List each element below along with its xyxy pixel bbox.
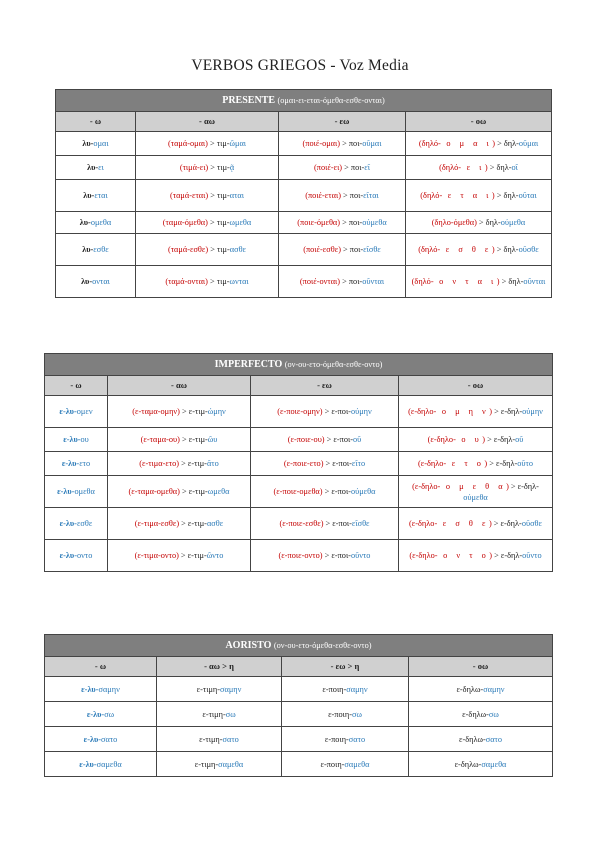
verb-form-cell [399, 396, 553, 428]
verb-segment: εται [94, 191, 108, 200]
page-title: VERBOS GRIEGOS - Voz Media [191, 57, 409, 74]
verb-segment: σω [351, 709, 362, 719]
imperfecto-table [44, 353, 553, 572]
verb-segment: (ε-δηλο- [409, 519, 438, 528]
verb-segment: εῖτο [351, 459, 366, 468]
tense-name: AORISTO [225, 640, 272, 651]
verb-segment: > ε-τιμ- [178, 551, 207, 560]
verb-segment: > ε-ποι- [322, 487, 351, 496]
verb-segment: ε-λυ- [79, 759, 97, 769]
verb-segment: οῦμαι [518, 139, 539, 148]
verb-segment: (ποιέ-εσθε) [303, 245, 341, 254]
verb-segment: > τιμ- [208, 191, 230, 200]
verb-segment: > ποι- [340, 191, 364, 200]
table-header [56, 90, 552, 112]
verb-segment: ε-ποιη- [320, 759, 345, 769]
verb-segment: σαμην [98, 684, 120, 694]
verb-segment: > ε-ποι- [324, 435, 353, 444]
verb-segment: ᾶτο [206, 459, 219, 468]
verb-segment: οῦ [515, 435, 524, 444]
verb-segment: ε-ποιη- [328, 709, 352, 719]
verb-segment: (ταμά-ονται) [165, 277, 208, 286]
verb-form-cell [157, 677, 282, 702]
verb-form-cell [136, 212, 279, 234]
verb-form-cell [45, 428, 108, 452]
verb-segment: (ποιέ-ομαι) [302, 139, 341, 148]
verb-segment: ε-λυ- [59, 407, 77, 416]
verb-form-cell [108, 540, 251, 572]
verb-segment: ε-λυ- [63, 435, 81, 444]
column-headers [45, 376, 553, 396]
verb-segment: > ε-δηλ- [487, 459, 518, 468]
verb-segment: οῦτο [517, 459, 534, 468]
verb-segment: ε-δηλω- [458, 734, 486, 744]
verb-form-cell [279, 212, 406, 234]
verb-form-cell [251, 396, 399, 428]
verb-form-cell [409, 727, 553, 752]
verb-form-cell [251, 508, 399, 540]
verb-segment: > τιμ- [208, 163, 230, 172]
table-row [45, 727, 553, 752]
verb-segment: ο υ [455, 435, 483, 444]
verb-segment: ) [496, 277, 500, 286]
verb-form-cell [409, 702, 553, 727]
verb-segment: (ποιέ-ονται) [299, 277, 341, 286]
verb-form-cell [136, 180, 279, 212]
verb-segment: > δηλ- [499, 277, 524, 286]
verb-segment: εῖ [364, 163, 370, 172]
verb-form-cell [406, 156, 552, 180]
table-row [56, 180, 552, 212]
verb-segment: ε-λυ- [59, 519, 77, 528]
verb-segment: ) [482, 435, 486, 444]
verb-segment: ε-λυ- [61, 459, 80, 468]
verb-segment: (ε-ποιε-εσθε) [279, 519, 324, 528]
column-header: - αω > η [157, 657, 282, 677]
verb-segment: ο ν τ ο [437, 551, 490, 560]
verb-segment: > δηλ- [495, 139, 519, 148]
table-row [45, 396, 553, 428]
aoristo-table [44, 634, 553, 777]
verb-form-cell [406, 234, 552, 266]
verb-form-cell [56, 156, 136, 180]
verb-form-cell [56, 132, 136, 156]
verb-segment: ει [98, 163, 104, 172]
verb-segment: > τιμ- [207, 139, 230, 148]
verb-segment: οῦται [518, 191, 537, 200]
verb-segment: ῶμαι [229, 139, 247, 148]
verb-form-cell [399, 508, 553, 540]
verb-segment: οῦντο [522, 551, 542, 560]
verb-form-cell [409, 677, 553, 702]
verb-segment: ε-δηλω- [462, 709, 489, 719]
verb-segment: ε σ θ ε [437, 519, 489, 528]
table-row [56, 156, 552, 180]
verb-form-cell [45, 396, 108, 428]
verb-form-cell [399, 476, 553, 508]
verb-segment: οῦσθε [521, 519, 542, 528]
verb-form-cell [399, 428, 553, 452]
table-row [45, 428, 553, 452]
verb-segment: (ε-ποιε-οντο) [278, 551, 323, 560]
verb-segment: ε-ποιη- [322, 684, 347, 694]
verb-segment: ) [506, 481, 509, 491]
table-row [56, 132, 552, 156]
verb-segment: ) [489, 407, 493, 416]
verb-segment: > ε-τιμ- [179, 487, 208, 496]
verb-segment: (ε-δηλο- [409, 551, 438, 560]
verb-segment: ούμεθα [463, 492, 488, 502]
verb-segment: ο μ η ν [436, 407, 490, 416]
verb-form-cell [279, 156, 406, 180]
verb-form-cell [279, 266, 406, 298]
column-header: - ω [56, 112, 136, 132]
verb-form-cell [282, 702, 409, 727]
verb-segment: ε-δηλω- [456, 684, 484, 694]
verb-segment: > ε-τιμ- [179, 407, 208, 416]
verb-form-cell [406, 266, 552, 298]
verb-segment: σαμην [346, 684, 368, 694]
verb-form-cell [45, 727, 157, 752]
verb-form-cell [251, 476, 399, 508]
verb-segment: ε-τιμη- [196, 684, 220, 694]
verb-segment: ε-λυ- [86, 709, 105, 719]
verb-segment: (δηλό- [418, 139, 441, 148]
verb-form-cell [108, 508, 251, 540]
verb-form-cell [406, 212, 552, 234]
column-header: - οω [399, 376, 553, 396]
verb-segment: ούμην [350, 407, 372, 416]
verb-segment: > ε-τιμ- [179, 435, 208, 444]
verb-segment: > δηλ- [494, 191, 519, 200]
verb-form-cell [108, 476, 251, 508]
verb-segment: ε σ θ ε [440, 245, 492, 254]
verb-segment: (ταμά-εσθε) [167, 245, 209, 254]
verb-segment: ε-λυ- [81, 684, 99, 694]
column-header: - αω [136, 112, 279, 132]
verb-segment: οῦμαι [362, 139, 382, 148]
verb-segment: ου [80, 435, 89, 444]
verb-segment: σαμεθα [481, 759, 507, 769]
verb-segment: οῖ [511, 163, 518, 172]
verb-segment: ) [484, 459, 488, 468]
verb-segment: λυ- [83, 191, 95, 200]
verb-segment: σω [104, 709, 115, 719]
verb-form-cell [45, 540, 108, 572]
verb-segment: ετο [79, 459, 91, 468]
verb-segment: (ε-τιμα-οντο) [134, 551, 179, 560]
verb-form-cell [45, 452, 108, 476]
verb-form-cell [56, 180, 136, 212]
column-header: - εω > η [282, 657, 409, 677]
verb-form-cell [56, 266, 136, 298]
verb-segment: (ποιε-όμεθα) [297, 218, 341, 227]
table-row [56, 212, 552, 234]
verb-segment: (ε-δηλο- [418, 459, 447, 468]
verb-form-cell [108, 428, 251, 452]
verb-segment: (ε-ποιε-ου) [287, 435, 325, 444]
verb-segment: ῶντο [206, 551, 224, 560]
verb-segment: εῖσθε [363, 245, 381, 254]
verb-segment: ῶυ [207, 435, 218, 444]
verb-segment: ε-τιμη- [202, 709, 226, 719]
verb-segment: λυ- [81, 277, 93, 286]
verb-segment: (δηλό- [411, 277, 434, 286]
verb-form-cell [399, 540, 553, 572]
verb-segment: ούμεθα [500, 218, 526, 227]
verb-segment: > δηλ- [487, 163, 512, 172]
column-header: - οω [409, 657, 553, 677]
verb-segment: ε-τιμη- [199, 734, 223, 744]
table-row [45, 702, 553, 727]
verb-segment: λυ- [82, 245, 94, 254]
verb-form-cell [157, 727, 282, 752]
verb-segment: > τιμ- [207, 218, 230, 227]
verb-segment: ωμεθα [229, 218, 252, 227]
verb-segment: > ποι- [340, 218, 363, 227]
verb-segment: > τιμ- [207, 277, 230, 286]
verb-form-cell [157, 702, 282, 727]
verb-segment: ε-λυ- [59, 551, 77, 560]
verb-form-cell [45, 677, 157, 702]
verb-segment: ε-ποιη- [324, 734, 349, 744]
verb-segment: (ταμα-όμεθα) [162, 218, 208, 227]
verb-segment: εσθε [93, 245, 109, 254]
verb-segment: (ταμά-ομαι) [167, 139, 208, 148]
verb-form-cell [136, 156, 279, 180]
verb-form-cell [251, 540, 399, 572]
verb-segment: > ε-τιμ- [179, 519, 207, 528]
verb-segment: ε τ ο [446, 459, 485, 468]
verb-segment: (τιμά-ει) [179, 163, 209, 172]
verb-form-cell [45, 752, 157, 777]
verb-segment: > ε-δηλ- [492, 551, 523, 560]
column-headers [45, 657, 553, 677]
column-header: - ω [45, 376, 108, 396]
verb-segment: ) [489, 551, 493, 560]
verb-segment: ομεν [76, 407, 93, 416]
verb-segment: εῖσθε [351, 519, 370, 528]
verb-segment: > ε-δηλ- [508, 481, 539, 491]
verb-form-cell [136, 234, 279, 266]
verb-segment: ) [484, 163, 488, 172]
verb-form-cell [136, 132, 279, 156]
tense-name: IMPERFECTO [214, 359, 283, 370]
verb-segment: (δηλό- [420, 191, 443, 200]
verb-segment: > ε-ποι- [322, 551, 351, 560]
table-row [45, 476, 553, 508]
table-row [45, 677, 553, 702]
verb-segment: ομεθα [90, 218, 112, 227]
verb-segment: οῦσθε [518, 245, 539, 254]
verb-segment: ασθε [206, 519, 224, 528]
verb-segment: ονται [92, 277, 110, 286]
verb-form-cell [399, 452, 553, 476]
table-header [45, 354, 553, 376]
verb-segment: > δηλ- [494, 245, 519, 254]
verb-form-cell [279, 180, 406, 212]
verb-segment: (ποιέ-εται) [305, 191, 341, 200]
verb-segment: > ε-ποι- [323, 519, 352, 528]
verb-segment: σω [488, 709, 499, 719]
verb-segment: ούμεθα [362, 218, 387, 227]
verb-segment: ε-λυ- [57, 487, 75, 496]
verb-form-cell [251, 452, 399, 476]
verb-segment: ούμην [522, 407, 543, 416]
verb-segment: > ε-ποι- [323, 459, 352, 468]
verb-segment: (ε-ταμα-ομεθα) [128, 487, 180, 496]
verb-segment: σατο [101, 734, 118, 744]
verb-segment: (ε-δηλο- [408, 407, 437, 416]
verb-segment: ε-λυ- [83, 734, 102, 744]
tense-name: PRESENTE [222, 95, 276, 106]
column-header: - οω [406, 112, 552, 132]
verb-form-cell [136, 266, 279, 298]
verb-segment: (ταμά-εται) [169, 191, 209, 200]
verb-segment: ε-δηλω- [454, 759, 482, 769]
column-header: - αω [108, 376, 251, 396]
verb-segment: (δηλο-όμεθα) [431, 218, 477, 227]
verb-form-cell [279, 234, 406, 266]
tense-endings: (ον-ου-ετο-όμεθα-εσθε-οντο) [273, 641, 372, 650]
verb-form-cell [406, 180, 552, 212]
verb-form-cell [45, 476, 108, 508]
verb-segment: (ε-τιμα-εσθε) [134, 519, 180, 528]
verb-segment: ούμεθα [350, 487, 376, 496]
verb-segment: σατο [222, 734, 239, 744]
verb-form-cell [282, 677, 409, 702]
column-headers [56, 112, 552, 132]
verb-segment: (δηλό- [418, 245, 441, 254]
verb-form-cell [108, 396, 251, 428]
verb-segment: (ε-ποιε-ομην) [277, 407, 323, 416]
verb-segment: ) [491, 245, 495, 254]
verb-form-cell [45, 508, 108, 540]
verb-segment: > ε-τιμ- [179, 459, 207, 468]
verb-segment: (ε-ταμα-ου) [140, 435, 180, 444]
verb-form-cell [56, 212, 136, 234]
verb-segment: σαμεθα [344, 759, 370, 769]
verb-segment: > ε-ποι- [322, 407, 351, 416]
column-header: - εω [279, 112, 406, 132]
verb-segment: λυ- [79, 218, 91, 227]
verb-segment: ) [492, 139, 496, 148]
verb-segment: σω [225, 709, 236, 719]
verb-segment: ε τ α ι [442, 191, 492, 200]
verb-segment: ο μ ε θ α [440, 481, 507, 491]
verb-segment: ομεθα [74, 487, 95, 496]
verb-segment: οῦντο [350, 551, 371, 560]
verb-segment: σατο [348, 734, 366, 744]
verb-segment: ομαι [93, 139, 109, 148]
verb-segment: σαμην [483, 684, 505, 694]
verb-segment: (δηλό- [439, 163, 462, 172]
verb-form-cell [406, 132, 552, 156]
verb-segment: > ε-δηλ- [492, 407, 523, 416]
verb-form-cell [56, 234, 136, 266]
verb-segment: (ε-ποιε-ετο) [283, 459, 324, 468]
table-row [45, 540, 553, 572]
column-header: - ω [45, 657, 157, 677]
verb-segment: (ε-ταμα-ομην) [132, 407, 180, 416]
verb-segment: οῦνται [362, 277, 385, 286]
verb-segment: εσθε [76, 519, 93, 528]
verb-form-cell [157, 752, 282, 777]
verb-form-cell [409, 752, 553, 777]
verb-segment: ο ν τ α ι [433, 277, 497, 286]
verb-segment: > δηλ- [476, 218, 501, 227]
verb-segment: (ε-τιμα-ετο) [139, 459, 180, 468]
tense-endings: (ομαι-ει-εται-όμεθα-εσθε-ονται) [277, 96, 385, 105]
verb-segment: (ε-ποιε-ομεθα) [273, 487, 323, 496]
verb-segment: εῖται [363, 191, 379, 200]
verb-segment: σαμεθα [218, 759, 244, 769]
verb-segment: > ποι- [340, 245, 364, 254]
verb-segment: ) [488, 519, 492, 528]
verb-segment: ο μ α ι [440, 139, 493, 148]
verb-segment: > ε-δηλ- [491, 519, 522, 528]
verb-segment: οντο [76, 551, 93, 560]
verb-segment: > ποι- [342, 163, 365, 172]
presente-table [55, 89, 552, 298]
verb-segment: ασθε [229, 245, 247, 254]
verb-segment: > τιμ- [208, 245, 230, 254]
verb-form-cell [282, 752, 409, 777]
table-header [45, 635, 553, 657]
table-row [45, 752, 553, 777]
verb-segment: (ποιέ-ει) [314, 163, 343, 172]
verb-segment: > ποι- [340, 277, 363, 286]
tense-endings: (ον-ου-ετο-όμεθα-εσθε-οντο) [284, 360, 383, 369]
verb-form-cell [251, 428, 399, 452]
verb-segment: αται [229, 191, 245, 200]
table-row [56, 266, 552, 298]
table-row [56, 234, 552, 266]
table-row [45, 508, 553, 540]
verb-segment: > ποι- [340, 139, 363, 148]
verb-segment: ωνται [229, 277, 249, 286]
verb-segment: οῦ [353, 435, 362, 444]
column-header: - εω [251, 376, 399, 396]
verb-segment: (ε-δηλο- [412, 481, 441, 491]
verb-segment: σαμην [220, 684, 242, 694]
verb-segment: (ε-δηλο- [427, 435, 456, 444]
verb-segment: λυ- [82, 139, 94, 148]
verb-segment: σατο [485, 734, 503, 744]
verb-form-cell [45, 702, 157, 727]
verb-segment: ώμην [207, 407, 226, 416]
verb-form-cell [108, 452, 251, 476]
verb-segment: ωμεθα [207, 487, 230, 496]
verb-segment: λυ- [87, 163, 99, 172]
verb-segment: ε-τιμη- [194, 759, 219, 769]
verb-segment: οῦνται [523, 277, 546, 286]
verb-segment: ᾷ [229, 163, 235, 172]
verb-segment: > ε-δηλ- [485, 435, 516, 444]
verb-segment: ε ι [461, 163, 485, 172]
verb-form-cell [279, 132, 406, 156]
verb-form-cell [282, 727, 409, 752]
table-row [45, 452, 553, 476]
verb-segment: ) [491, 191, 495, 200]
verb-segment: σαμεθα [96, 759, 122, 769]
